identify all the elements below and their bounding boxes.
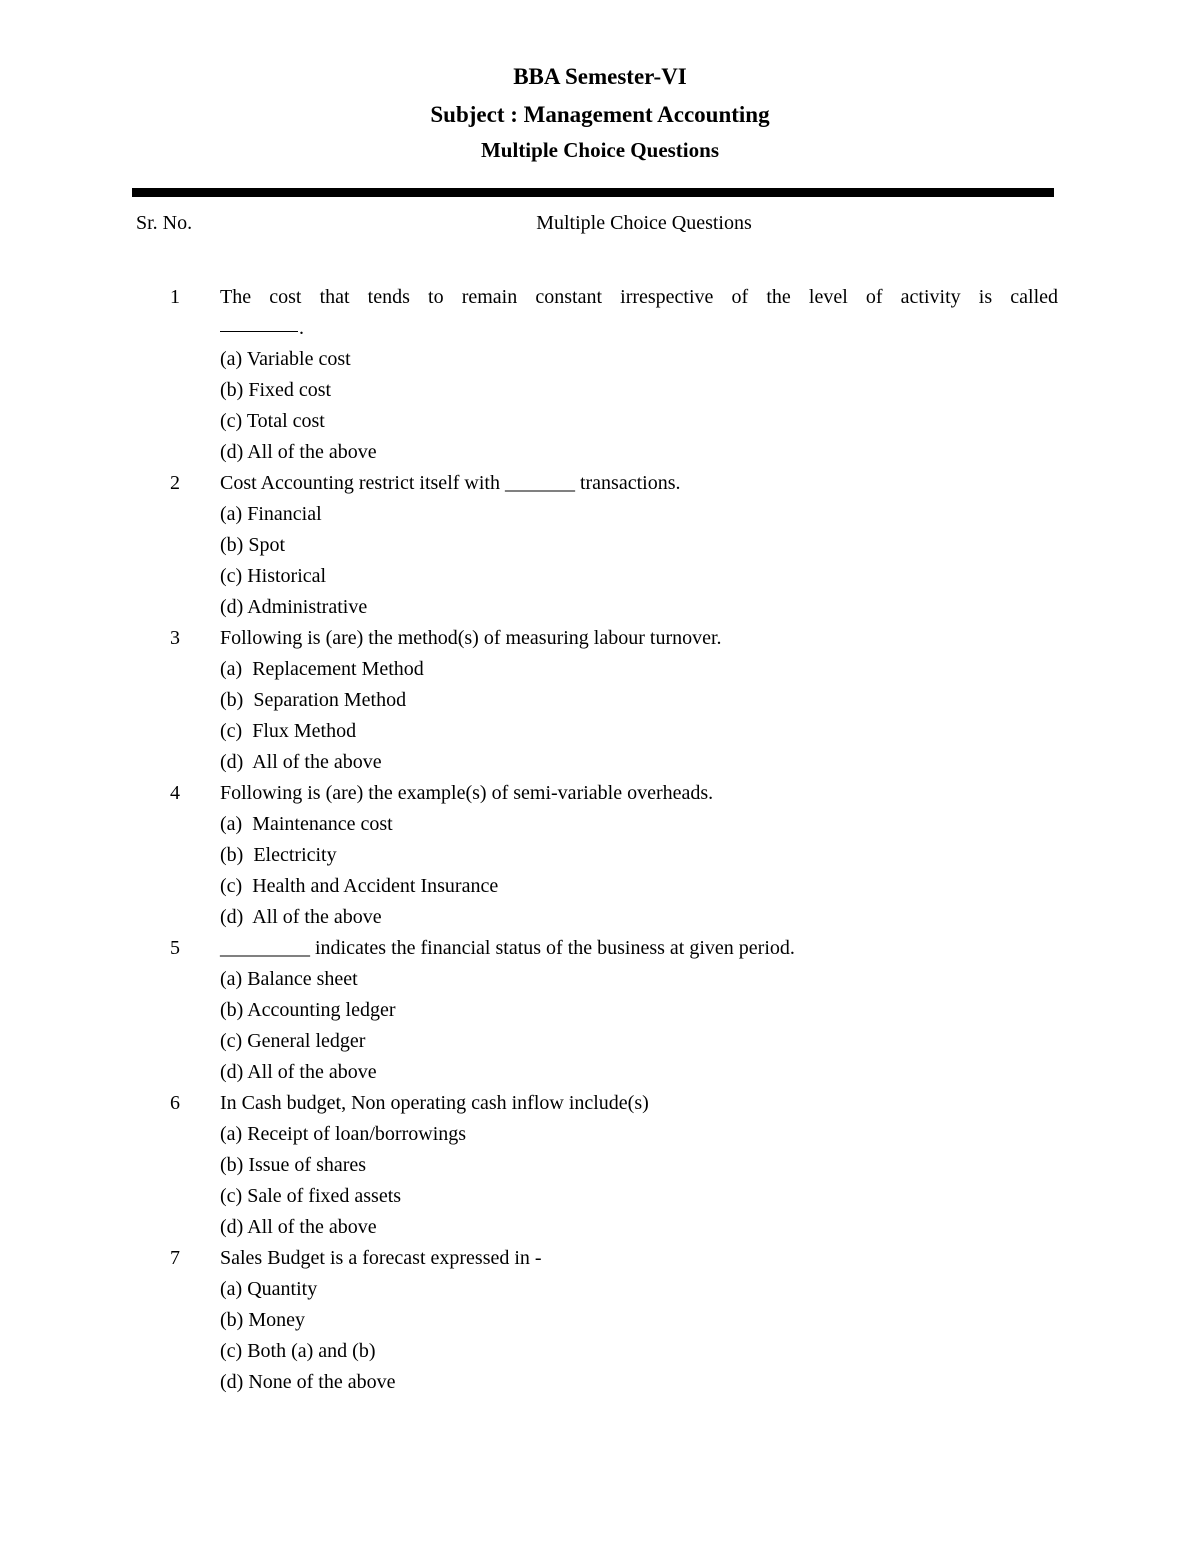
sr-no-heading: Sr. No. bbox=[136, 212, 193, 234]
option-item bbox=[0, 499, 1200, 530]
option-text: (b) Accounting ledger bbox=[220, 999, 396, 1021]
option-text: (d) All of the above bbox=[220, 441, 377, 463]
option-item bbox=[0, 344, 1200, 375]
option-text: (a) Replacement Method bbox=[220, 658, 424, 680]
option-text: (c) Total cost bbox=[220, 410, 325, 432]
option-text: (d) All of the above bbox=[220, 751, 382, 773]
question-text: _________ indicates the financial status of the business at given period. bbox=[220, 937, 795, 959]
question-item bbox=[0, 933, 1200, 964]
option-text: (b) Issue of shares bbox=[220, 1154, 367, 1176]
option-text: (c) Sale of fixed assets bbox=[220, 1185, 402, 1207]
blank-underline bbox=[220, 331, 298, 332]
option-text: (c) Historical bbox=[220, 565, 327, 587]
option-item bbox=[0, 1305, 1200, 1336]
option-item bbox=[0, 840, 1200, 871]
question-item bbox=[0, 623, 1200, 654]
option-item bbox=[0, 902, 1200, 933]
option-text: (d) Administrative bbox=[220, 596, 368, 618]
option-text: (a) Balance sheet bbox=[220, 968, 358, 990]
option-text: (a) Receipt of loan/borrowings bbox=[220, 1123, 467, 1145]
question-number: 1 bbox=[170, 286, 180, 308]
option-item bbox=[0, 1336, 1200, 1367]
subject-title: Subject : Management Accounting bbox=[430, 102, 770, 127]
option-item bbox=[0, 1057, 1200, 1088]
option-text: (b) Electricity bbox=[220, 844, 337, 866]
option-text: (c) Health and Accident Insurance bbox=[220, 875, 499, 897]
option-item bbox=[0, 406, 1200, 437]
option-item bbox=[0, 685, 1200, 716]
option-text: (a) Financial bbox=[220, 503, 322, 525]
option-item bbox=[0, 871, 1200, 902]
option-item bbox=[0, 716, 1200, 747]
option-item bbox=[0, 437, 1200, 468]
question-item bbox=[0, 282, 1200, 313]
question-text: In Cash budget, Non operating cash inflow include(s) bbox=[220, 1092, 649, 1114]
question-item bbox=[0, 1088, 1200, 1119]
option-item bbox=[0, 592, 1200, 623]
question-text: The cost that tends to remain constant irrespective of the level of activity is called bbox=[220, 286, 1058, 308]
option-text: (c) Flux Method bbox=[220, 720, 357, 742]
question-number: 3 bbox=[170, 627, 180, 649]
option-text: (b) Spot bbox=[220, 534, 285, 556]
option-item bbox=[0, 1367, 1200, 1398]
question-item bbox=[0, 468, 1200, 499]
option-item bbox=[0, 561, 1200, 592]
option-text: (c) General ledger bbox=[220, 1030, 366, 1052]
section-title: Multiple Choice Questions bbox=[480, 138, 719, 162]
option-item bbox=[0, 1181, 1200, 1212]
option-item bbox=[0, 964, 1200, 995]
option-text: (d) None of the above bbox=[220, 1371, 396, 1393]
option-item bbox=[0, 1119, 1200, 1150]
option-item bbox=[0, 1212, 1200, 1243]
header-divider bbox=[132, 188, 1054, 197]
option-text: (c) Both (a) and (b) bbox=[220, 1340, 376, 1362]
question-number: 2 bbox=[170, 472, 180, 494]
option-text: (a) Variable cost bbox=[220, 348, 351, 370]
option-item bbox=[0, 530, 1200, 561]
questions-heading: Multiple Choice Questions bbox=[536, 212, 752, 234]
option-item bbox=[0, 995, 1200, 1026]
option-text: (a) Quantity bbox=[220, 1278, 318, 1300]
question-number: 5 bbox=[170, 937, 180, 959]
option-item bbox=[0, 375, 1200, 406]
option-item bbox=[0, 747, 1200, 778]
answer-blank bbox=[0, 313, 1200, 344]
option-text: (b) Money bbox=[220, 1309, 305, 1331]
question-number: 4 bbox=[170, 782, 180, 804]
option-text: (a) Maintenance cost bbox=[220, 813, 393, 835]
question-text: Following is (are) the method(s) of measuring labour turnover. bbox=[220, 627, 722, 649]
option-text: (b) Separation Method bbox=[220, 689, 407, 711]
option-text: (b) Fixed cost bbox=[220, 379, 332, 401]
option-text: (d) All of the above bbox=[220, 1216, 377, 1238]
semester-title: BBA Semester-VI bbox=[513, 64, 687, 89]
question-text: Cost Accounting restrict itself with _______ transactions. bbox=[220, 472, 681, 494]
option-item bbox=[0, 1150, 1200, 1181]
question-list bbox=[0, 282, 1200, 1398]
question-item bbox=[0, 1243, 1200, 1274]
option-item bbox=[0, 1274, 1200, 1305]
question-text: Following is (are) the example(s) of semi-variable overheads. bbox=[220, 782, 714, 804]
question-number: 6 bbox=[170, 1092, 180, 1114]
option-item bbox=[0, 654, 1200, 685]
option-item bbox=[0, 809, 1200, 840]
blank-period: . bbox=[299, 317, 304, 339]
question-number: 7 bbox=[170, 1247, 180, 1269]
question-item bbox=[0, 778, 1200, 809]
option-text: (d) All of the above bbox=[220, 1061, 377, 1083]
option-text: (d) All of the above bbox=[220, 906, 382, 928]
option-item bbox=[0, 1026, 1200, 1057]
question-text: Sales Budget is a forecast expressed in - bbox=[220, 1247, 542, 1269]
